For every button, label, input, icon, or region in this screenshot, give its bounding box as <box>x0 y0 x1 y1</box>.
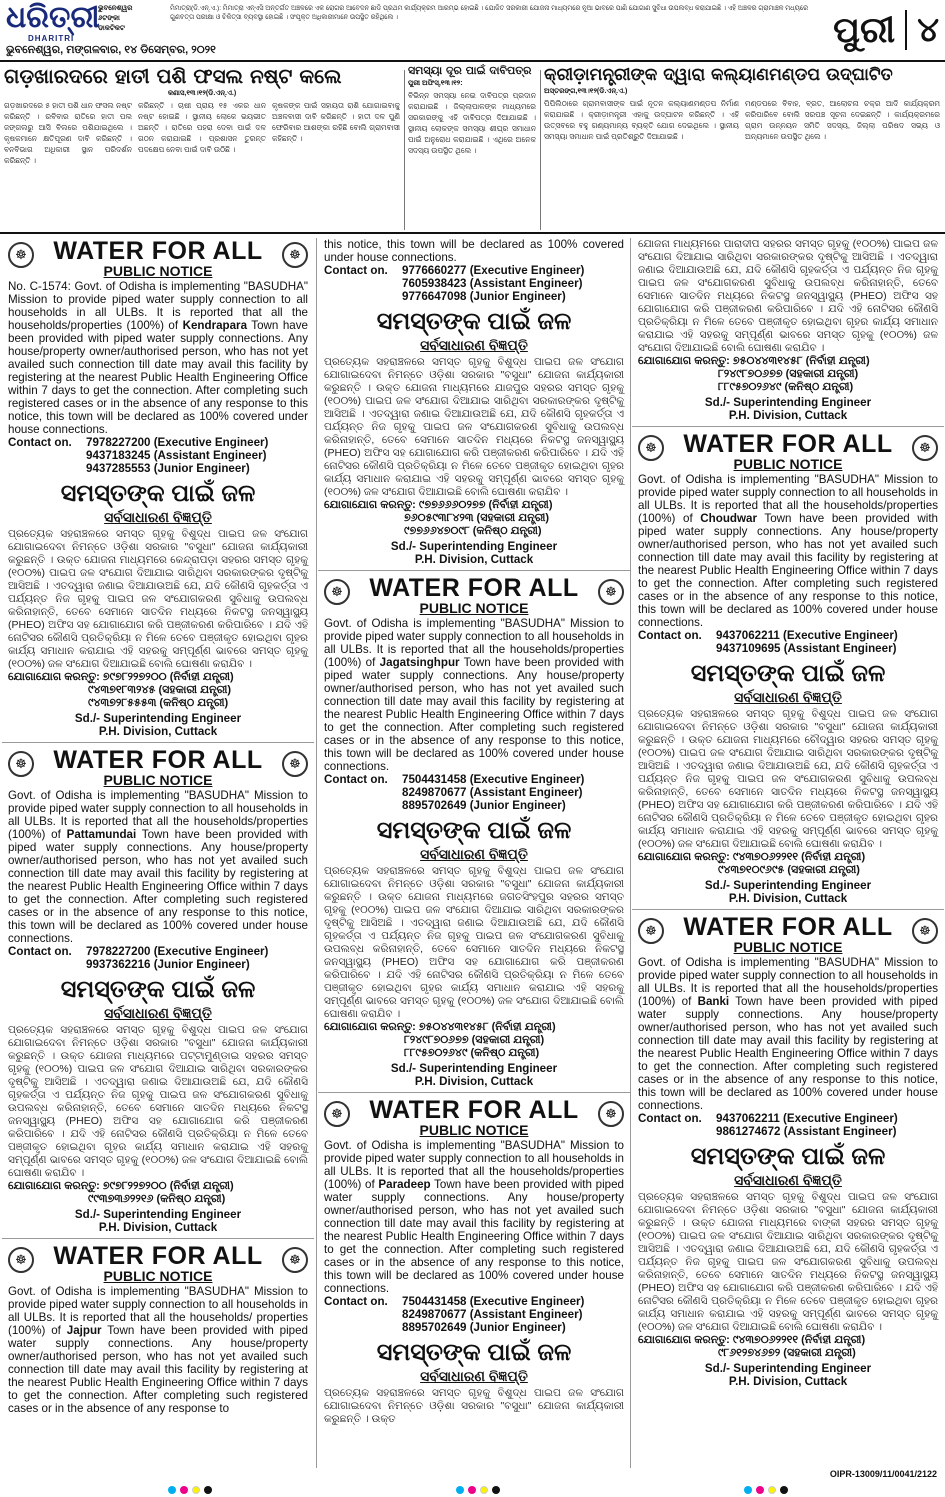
page-tag <box>811 4 939 56</box>
notice-body: Govt. of Odisha is implementing "BASUDHA" Mission to provide piped water supply connection to all households in all ULBs. It is reported that all the households/properties (100%) of Paradeep Town have been provided with piped water supply connections. Any house/property owner/authorised person, who has not yet availed such connection till date may avail this facility by registering at the nearest Public Health Engineering Office within 7 days to get the connection. After completing such registered cases or in the absence of any response to this notice, this town will be declared as 100% covered under house connections. <box>324 1139 624 1295</box>
phone-number: 8895702649 (Junior Engineer) <box>402 1321 566 1334</box>
signature: Sd./- Superintending Engineer P.H. Division, Cuttack <box>74 712 242 738</box>
odia-notice-title: ସମସ୍ତଙ୍କ ପାଇଁ ଜଳ <box>376 817 572 844</box>
odia-notice-subtitle: ସର୍ବସାଧାରଣ ବିଜ୍ଞପ୍ତି <box>420 1368 528 1384</box>
notice-subtitle: PUBLIC NOTICE <box>733 456 843 472</box>
odia-contacts: ଯୋଗାଯୋଗ କରନ୍ତୁ: ୯୪୩୭୦୬୨୨୧୧ (ନିର୍ବାହୀ ଯନ୍ତ୍ରୀ) ୯୪୩୭୧୦୯୬୯୫ (ସହକାରୀ ଯନ୍ତ୍ରୀ) <box>638 851 866 876</box>
public-notice-banki <box>632 914 944 1388</box>
divider <box>540 70 541 230</box>
town-name: Choudwar <box>700 512 757 525</box>
story-headline: କ୍ରୀଡ଼ାମନ୍ତ୍ରୀଙ୍କ ଦ୍ୱାରା କଲ୍ୟାଣମଣ୍ଡପ ଉଦ୍‌ଘାଟିତ <box>544 65 893 85</box>
notice-body: Govt. of Odisha is implementing "BASUDHA" Mission to provide piped water supply connection to all households in all ULBs. It is reported that all the households/ properties (100%) of Jajpur Town have been provided with piped water supply connections. Any house/property owner/authorised person, who has not yet availed such connection till date may avail this facility by registering at the nearest Public Health Engineering Office within 7 days to get the connection. After completing such registered cases or in the absence of any response to <box>8 1285 308 1415</box>
story-text: କରିଛନ୍ତି । ଚାଷୀ ପ୍ରାୟ ୧୫ ଏକର ଧାନ ନଷ୍ଟ ହୋଇଛି । ସ୍ଥାନୀୟ ଲୋକେ ଭୟଭୀତ ଅଛନ୍ତି । ରାତିରେ ପହରା ଦେବା ପାଇଁ ଦଳ ଗଠନ କରାଯାଇଛି । ପ୍ରଶାସନ ତୁରନ୍ତ ପଦକ୍ଷେପ ନେବା ପାଇଁ ଦାବି ଉଠିଛି । <box>138 101 266 154</box>
masthead <box>0 0 945 62</box>
black-dot <box>780 1486 788 1494</box>
odisha-emblem-icon: ☸ <box>324 579 350 605</box>
divider <box>2 1238 314 1239</box>
town-name: Pattamundai <box>66 828 137 841</box>
odia-notice-body: ଯୋଜନା ମାଧ୍ୟମରେ ପାରାଦୀପ ସହରର ସମସ୍ତ ଗୃହକୁ (୧୦୦%) ପାଇପ ଜଳ ସଂଯୋଗ ଦିଆଯାଇ ସାରିଥିବା ସରକାରଙ୍କର ଦୃଷ୍ଟିକୁ ଆସିଅଛି । ଏତଦ୍ୱାରା ଜଣାଇ ଦିଆଯାଉଅଛି ଯେ, ଯଦି କୌଣସି ଗୃହକର୍ତ୍ତା ଏ ପର୍ଯ୍ୟନ୍ତ ନିଜ ଗୃହକୁ ପାଇପ ଜଳ ସଂଯୋଗକରଣ ସୁବିଧାକୁ ଉପଲବ୍ଧ କରିନାହାନ୍ତି, ତେବେ ସେମାନେ ସାତଦିନ ମଧ୍ୟରେ ନିକଟସ୍ଥ ଜନସ୍ୱାସ୍ଥ୍ୟ (PHEO) ଅଫିସ ସହ ଯୋଗାଯୋଗ କରି ପଞ୍ଜୀକରଣ କରିପାରିବେ । ଯଦି ଏହି ନୋଟିସର କୌଣସି ପ୍ରତିକ୍ରିୟା ନ ମିଳେ ତେବେ ପଞ୍ଜୀକୃତ ହୋଇଥିବା ଗୃହର କାର୍ଯ୍ୟ ସମାଧାନ କରାଯାଇ ଏହି ସହରକୁ ସମ୍ପୂର୍ଣ୍ଣ ଭାବରେ ସମସ୍ତ ଗୃହକୁ (୧୦୦%) ଜଳ ସଂଯୋଗ ଦିଆଯାଇଛି ବୋଲି ଘୋଷଣା କରାଯିବ । <box>638 238 938 354</box>
notice-title: WATER FOR ALL <box>53 746 263 774</box>
phone-number: 9437062211 (Executive Engineer) <box>716 1112 898 1125</box>
notice-contacts: Contact on. 7504431458 (Executive Engineer) 8249870677 (Assistant Engineer) 8895702649 (Junior Engineer) <box>324 773 585 812</box>
magenta-dot <box>756 1486 764 1494</box>
phone-number: 7978227200 (Executive Engineer) <box>86 436 269 449</box>
ad-column-1 <box>2 238 314 1415</box>
public-notice-kendrapara <box>2 238 314 738</box>
basudha-logo-icon: ☸ <box>282 242 308 268</box>
print-registration-marks <box>0 1486 945 1496</box>
newspaper-logo: ଧରିତ୍ରୀ DHARITRI <box>6 0 100 43</box>
notice-title: WATER FOR ALL <box>53 237 263 265</box>
phone-number: 9861274672 (Assistant Engineer) <box>716 1125 897 1138</box>
notice-body: Govt. of Odisha is implementing "BASUDHA" Mission to provide piped water supply connection to all households in all ULBs. It is reported that all the households/properties (100%) of Jagatsinghpur Town have been provided with piped water supply connections. Any house/property owner/authorised person, who has not yet availed such connection till date may avail this facility by registering at the nearest Public Health Engineering Office within 7 days to get the connection. After completing such registered cases or in the absence of any response to this notice, this town will be declared as 100% covered under house connections. <box>324 617 624 773</box>
town-name: Jagatsinghpur <box>379 656 460 669</box>
notice-body: No. C-1574: Govt. of Odisha is implementing "BASUDHA" Mission to provide piped water supply connection to all households in all ULBs. It is reported that all the households/properties (100%) of Kendrapara Town have been provided with piped water supply connections. Any house/property owner/authorised person, who has not yet availed such connection till date may avail this facility by registering at the nearest Public Health Engineering Office within 7 days to get the connection. After completing such registered cases or in the absence of any response to this notice, this town will be declared as 100% covered under house connections. <box>8 280 308 436</box>
odisha-emblem-icon: ☸ <box>8 751 34 777</box>
notice-subtitle: PUBLIC NOTICE <box>419 600 529 616</box>
masthead-news-strip: ମିମାତ୍ରା(ଡି.ଏନ୍.ଏ.): ମିମାତ୍ରା ଏନ୍‌ଏସି ଅନ୍ତର୍ଗତ ଅଞ୍ଚଳରେ ଏକ ରୋଗର ଆବେଦନ ଛାଡି ପ୍ରଥମ କାର୍ଯ୍ୟକ୍ରମ ଆରମ୍ଭ ହୋଇଛି । ଯୋଜିତ ସରକାରୀ ଯୋଜନା ମାଧ୍ୟମରେ ନୂଆ ଭାବରେ ପାଣି ଯୋଗାଣ ସୁବିଧା ଉପଲବ୍ଧ କରାଯାଇଛି । ଏହି ଅଞ୍ଚଳର ଗ୍ରାମାଞ୍ଚଳ ମଧ୍ୟରେ ଗୁଣବତ୍ତା ପରୀକ୍ଷା ଓ ଚିକିତ୍ସା ବ୍ୟବସ୍ଥା ହୋଇଛି । ସଂପୃକ୍ତ ଅଧିକାରୀମାନେ ଉପସ୍ଥିତ ରହିଥିଲେ । <box>170 5 809 21</box>
yellow-dot <box>768 1486 776 1494</box>
odisha-emblem-icon: ☸ <box>638 435 664 461</box>
odia-contacts: ଯୋଗାଯୋଗ କରନ୍ତୁ: ୭୯୭୮୨୨୭୨୦୦ (ନିର୍ବାହୀ ଯନ୍ତ୍ରୀ) ୯୪୩୭୧୮୩୨୪୫ (ସହକାରୀ ଯନ୍ତ୍ରୀ) ୯୪୩୭୨୮୫୫୫୩ (କନିଷ୍ଠ ଯନ୍ତ୍ରୀ) <box>8 671 234 709</box>
odia-notice-title: ସମସ୍ତଙ୍କ ପାଇଁ ଜଳ <box>376 1339 572 1366</box>
signature: Sd./- Superintending Engineer P.H. Division, Cuttack <box>74 1208 242 1234</box>
notice-body: this notice, this town will be declared as 100% covered under house connections. <box>324 238 624 264</box>
notice-header <box>2 238 314 280</box>
notice-contacts: Contact on. 9437062211 (Executive Engineer) 9437109695 (Assistant Engineer) <box>638 629 898 655</box>
odia-notice-subtitle: ସର୍ବସାଧାରଣ ବିଜ୍ଞପ୍ତି <box>734 1172 842 1188</box>
notice-header <box>632 914 944 956</box>
story-elephant <box>4 64 400 232</box>
notice-header <box>2 747 314 789</box>
public-notice-paradeep <box>318 1097 630 1426</box>
story-text: ବିଭିନ୍ନ ସମସ୍ୟା ନେଇ ଦାବିପତ୍ର ପ୍ରଦାନ କରାଯାଇଛି । ଜିଲ୍ଲାପାଳଙ୍କ ମାଧ୍ୟମରେ ସରକାରଙ୍କୁ ଏହି ଦାବିପତ୍ର ଦିଆଯାଇଛି । ସ୍ଥାନୀୟ ଲୋକଙ୍କ ସମସ୍ୟା ଶୀଘ୍ର ସମାଧାନ ପାଇଁ ଅନୁରୋଧ କରାଯାଇଛି । ଏଥିରେ ଅନେକ ସଦସ୍ୟ ଉପସ୍ଥିତ ଥିଲେ । <box>408 91 536 155</box>
story-text: କୃଷକଙ୍କ ପାଇଁ ସହାୟତା ରାଶି ଯୋଗାଇବାକୁ ଅଞ୍ଚଳବାସୀ ଦାବି କରିଛନ୍ତି । ହାତୀ ଦଳ ପୁଣି ଫେରିବାର ଆଶଙ୍କା ରହିଛି ବୋଲି ଗ୍ରାମବାସୀ କହିଛନ୍ତି । <box>272 101 400 143</box>
phone-number: 9437285553 (Junior Engineer) <box>86 462 250 475</box>
odia-contacts: ଯୋଗାଯୋଗ କରନ୍ତୁ: ୯୪୩୭୦୬୨୨୧୧ (ନିର୍ବାହୀ ଯନ୍ତ୍ରୀ) ୯୮୬୧୨୭୪୬୭୨ (ସହକାରୀ ଯନ୍ତ୍ରୀ) <box>638 1334 866 1359</box>
story-demands <box>408 64 536 232</box>
phone-number: 9776647098 (Junior Engineer) <box>402 290 566 303</box>
notice-contacts: Contact on. 7978227200 (Executive Engineer) 9437183245 (Assistant Engineer) 9437285553 (Junior Engineer) <box>8 436 269 475</box>
cyan-dot <box>744 1486 752 1494</box>
odia-contacts: ଯୋଗାଯୋଗ କରନ୍ତୁ: ୭୫୦୪୪୩୧୪୫୮ (ନିର୍ବାହୀ ଯନ୍ତ୍ରୀ) ୮୨୪୯୮୭୦୬୭୭ (ସହକାରୀ ଯନ୍ତ୍ରୀ) ୮୮୯୫୭୦୨୬୪୯ (କନିଷ୍ଠ ଯନ୍ତ୍ରୀ) <box>324 1021 556 1059</box>
story-text: ଗଡ଼ଖାରଦରେ ୫ ହାତୀ ପଶି ଧାନ ଫସଲ ନଷ୍ଟ କରିଛନ୍ତି । ରବିବାର ରାତିରେ ହାତୀ ପଲ ଜଙ୍ଗଲରୁ ଆସି ବିଲରେ ପଶିଯାଇଥିଲେ । କୃଷକମାନେ କ୍ଷତିପୂରଣ ଦାବି କରିଛନ୍ତି । ବନବିଭାଗ ଅଧିକାରୀ ସ୍ଥାନ ପରିଦର୍ଶନ କରିଛନ୍ତି । <box>4 101 132 165</box>
basudha-logo-icon: ☸ <box>598 1101 624 1127</box>
odia-notice-title: ସମସ୍ତଙ୍କ ପାଇଁ ଜଳ <box>60 480 256 507</box>
story-text: ପିପିଲିଠାରେ ଗ୍ରାମବାସୀଙ୍କ ପାଇଁ ନୂତନ କଲ୍ୟାଣମଣ୍ଡପ ନିର୍ମାଣ କରାଯାଇଛି । କ୍ରୀଡ଼ାମନ୍ତ୍ରୀ ଏହାକୁ ଉଦ୍‌ଘାଟନ କରିଛନ୍ତି । ଏହି ଉତ୍ସବରେ ବହୁ ଗଣ୍ୟମାନ୍ୟ ବ୍ୟକ୍ତି ଯୋଗ ଦେଇଥିଲେ । ସ୍ଥାନୀୟ ସମସ୍ୟା ସମାଧାନ ପାଇଁ ପ୍ରତିଶ୍ରୁତି ଦିଆଯାଇଛି । <box>544 99 739 141</box>
phone-number: 9776660277 (Executive Engineer) <box>402 264 585 277</box>
notice-contacts: Contact on. 7978227200 (Executive Engineer) 9937362216 (Junior Engineer) <box>8 945 269 971</box>
notice-contacts: Contact on. 9776660277 (Executive Engineer) 7605938423 (Assistant Engineer) 9776647098 (Junior Engineer) <box>324 264 585 303</box>
black-dot <box>492 1486 500 1494</box>
edition-city: ପୁରୀ <box>833 8 896 51</box>
odia-notice-subtitle: ସର୍ବସାଧାରଣ ବିଜ୍ଞପ୍ତି <box>734 689 842 705</box>
divider <box>632 426 944 427</box>
town-name: Kendrapara <box>182 319 248 332</box>
notice-title: WATER FOR ALL <box>369 574 579 602</box>
odia-contacts: ଯୋଗାଯୋଗ କରନ୍ତୁ: ୭୫୦୪୪୩୧୪୫୮ (ନିର୍ବାହୀ ଯନ୍ତ୍ରୀ) ୮୨୪୯୮୭୦୬୭୭ (ସହକାରୀ ଯନ୍ତ୍ରୀ) ୮୮୯୫୭୦୨୬୪୯ (କନିଷ୍ଠ ଯନ୍ତ୍ରୀ) <box>638 355 870 393</box>
odisha-emblem-icon: ☸ <box>8 242 34 268</box>
yellow-dot <box>192 1486 200 1494</box>
public-notice-pattamundai <box>2 747 314 1234</box>
odia-notice-title: ସମସ୍ତଙ୍କ ପାଇଁ ଜଳ <box>60 976 256 1003</box>
odia-contacts: ଯୋଗାଯୋଗ କରନ୍ତୁ: ୯୭୭୬୬୬୦୨୭୭ (ନିର୍ବାହୀ ଯନ୍ତ୍ରୀ) ୭୬୦୫୯୩୮୪୨୩ (ସହକାରୀ ଯନ୍ତ୍ରୀ) ୯୭୭୬୬୪୭୦୯୮ (କନିଷ୍ଠ ଯନ୍ତ୍ରୀ) <box>324 499 553 537</box>
phone-number: 7605938423 (Assistant Engineer) <box>402 277 583 290</box>
town-name: Banki <box>697 995 730 1008</box>
signature: Sd./- Superintending Engineer P.H. Division, Cuttack <box>704 1362 872 1388</box>
notice-subtitle: PUBLIC NOTICE <box>733 939 843 955</box>
phone-number: 8249870677 (Assistant Engineer) <box>402 786 583 799</box>
notice-title: WATER FOR ALL <box>683 913 893 941</box>
odia-notice-body: ପ୍ରତ୍ୟେକ ସହରାଞ୍ଚଳରେ ସମସ୍ତ ଗୃହକୁ ବିଶୁଦ୍ଧ ପାଇପ ଜଳ ସଂଯୋଗ ଯୋଗାଇଦେବା ନିମନ୍ତେ ଓଡ଼ିଶା ସରକାର "ବସୁଧା" ଯୋଜନା କାର୍ଯ୍ୟକାରୀ କରୁଛନ୍ତି । ଉକ୍ତ ଯୋଜନା ମାଧ୍ୟମରେ ଜଗତସିଂହପୁର ସହରର ସମସ୍ତ ଗୃହକୁ (୧୦୦%) ପାଇପ ଜଳ ସଂଯୋଗ ଦିଆଯାଇ ସାରିଥିବା ସରକାରଙ୍କର ଦୃଷ୍ଟିକୁ ଆସିଅଛି । ଏତଦ୍ୱାରା ଜଣାଇ ଦିଆଯାଉଅଛି ଯେ, ଯଦି କୌଣସି ଗୃହକର୍ତ୍ତା ଏ ପର୍ଯ୍ୟନ୍ତ ନିଜ ଗୃହକୁ ପାଇପ ଜଳ ସଂଯୋଗକରଣ ସୁବିଧାକୁ ଉପଲବ୍ଧ କରିନାହାନ୍ତି, ତେବେ ସେମାନେ ସାତଦିନ ମଧ୍ୟରେ ନିକଟସ୍ଥ ଜନସ୍ୱାସ୍ଥ୍ୟ (PHEO) ଅଫିସ ସହ ଯୋଗାଯୋଗ କରି ପଞ୍ଜୀକରଣ କରିପାରିବେ । ଯଦି ଏହି ନୋଟିସର କୌଣସି ପ୍ରତିକ୍ରିୟା ନ ମିଳେ ତେବେ ପଞ୍ଜୀକୃତ ହୋଇଥିବା ଗୃହର କାର୍ଯ୍ୟ ସମାଧାନ କରାଯାଇ ଏହି ସହରକୁ ସମ୍ପୂର୍ଣ୍ଣ ଭାବରେ ସମସ୍ତ ଗୃହକୁ (୧୦୦%) ଜଳ ସଂଯୋଗ ଦିଆଯାଇଛି ବୋଲି ଘୋଷଣା କରାଯିବ । <box>324 865 624 1020</box>
basudha-logo-icon: ☸ <box>282 751 308 777</box>
story-headline: ସମସ୍ୟା ଦୂର ପାଇଁ ଦାବିପତ୍ର <box>408 64 532 77</box>
story-kalyanmandap <box>544 64 940 232</box>
story-dateline: ଅସ୍ତରଙ୍ଗ,୧୩।୧୨(ଡି.ଏନ୍.ଏ.) <box>544 88 628 95</box>
signature: Sd./- Superintending Engineer P.H. Division, Cuttack <box>390 540 558 566</box>
odia-contacts: ଯୋଗାଯୋଗ କରନ୍ତୁ: ୭୯୭୮୨୨୭୨୦୦ (ନିର୍ବାହୀ ଯନ୍ତ୍ରୀ) ୯୯୩୭୩୬୨୨୧୬ (କନିଷ୍ଠ ଯନ୍ତ୍ରୀ) <box>8 1180 234 1205</box>
story-dateline: କଣାସ,୧୩।୧୨(ଡି.ଏନ୍.ଏ.) <box>167 90 237 97</box>
odia-notice-subtitle: ସର୍ବସାଧାରଣ ବିଜ୍ଞପ୍ତି <box>420 846 528 862</box>
notice-header <box>632 431 944 473</box>
odisha-emblem-icon: ☸ <box>324 1101 350 1127</box>
column-rule <box>316 238 317 1468</box>
release-code: OIPR-13009/11/0041/2122 <box>829 1469 937 1479</box>
cyan-dot <box>456 1486 464 1494</box>
story-headline: ଗଡ଼ଖାରଦରେ ହାତୀ ପଶି ଫସଲ ନଷ୍ଟ କଲେ <box>4 64 342 88</box>
public-notice-paradeep-continued <box>632 238 944 422</box>
notice-contacts: Contact on. 9437062211 (Executive Engineer) 9861274672 (Assistant Engineer) <box>638 1112 898 1138</box>
divider <box>905 10 907 50</box>
divider <box>318 1092 630 1093</box>
basudha-logo-icon: ☸ <box>912 435 938 461</box>
odia-notice-title: ସମସ୍ତଙ୍କ ପାଇଁ ଜଳ <box>690 1143 886 1170</box>
ad-column-2 <box>318 238 630 1426</box>
odia-notice-body: ପ୍ରତ୍ୟେକ ସହରାଞ୍ଚଳରେ ସମସ୍ତ ଗୃହକୁ ବିଶୁଦ୍ଧ ପାଇପ ଜଳ ସଂଯୋଗ ଯୋଗାଇଦେବା ନିମନ୍ତେ ଓଡ଼ିଶା ସରକାର "ବସୁଧା" ଯୋଜନା କାର୍ଯ୍ୟକାରୀ କରୁଛନ୍ତି । ଉକ୍ତ ଯୋଜନା ମାଧ୍ୟମରେ କେନ୍ଦ୍ରାପଡ଼ା ସହରର ସମସ୍ତ ଗୃହକୁ (୧୦୦%) ପାଇପ ଜଳ ସଂଯୋଗ ଦିଆଯାଇ ସାରିଥିବା ସରକାରଙ୍କର ଦୃଷ୍ଟିକୁ ଆସିଅଛି । ଏତଦ୍ୱାରା ଜଣାଇ ଦିଆଯାଉଅଛି ଯେ, ଯଦି କୌଣସି ଗୃହକର୍ତ୍ତା ଏ ପର୍ଯ୍ୟନ୍ତ ନିଜ ଗୃହକୁ ପାଇପ ଜଳ ସଂଯୋଗକରଣ ସୁବିଧାକୁ ଉପଲବ୍ଧ କରିନାହାନ୍ତି, ତେବେ ସେମାନେ ସାତଦିନ ମଧ୍ୟରେ ନିକଟସ୍ଥ ଜନସ୍ୱାସ୍ଥ୍ୟ (PHEO) ଅଫିସ ସହ ଯୋଗାଯୋଗ କରି ପଞ୍ଜୀକରଣ କରିପାରିବେ । ଯଦି ଏହି ନୋଟିସର କୌଣସି ପ୍ରତିକ୍ରିୟା ନ ମିଳେ ତେବେ ପଞ୍ଜୀକୃତ ହୋଇଥିବା ଗୃହର କାର୍ଯ୍ୟ ସମାଧାନ କରାଯାଇ ଏହି ସହରକୁ ସମ୍ପୂର୍ଣ୍ଣ ଭାବରେ ସମସ୍ତ ଗୃହକୁ (୧୦୦%) ଜଳ ସଂଯୋଗ ଦିଆଯାଇଛି ବୋଲି ଘୋଷଣା କରାଯିବ । <box>8 528 308 670</box>
odia-notice-subtitle: ସର୍ବସାଧାରଣ ବିଜ୍ଞପ୍ତି <box>420 337 528 353</box>
phone-number: 8895702649 (Junior Engineer) <box>402 799 566 812</box>
odia-notice-title: ସମସ୍ତଙ୍କ ପାଇଁ ଜଳ <box>376 308 572 335</box>
divider <box>2 742 314 743</box>
ad-column-3 <box>632 238 944 1392</box>
odisha-emblem-icon: ☸ <box>8 1247 34 1273</box>
basudha-logo-icon: ☸ <box>912 918 938 944</box>
public-notice-choudwar <box>632 431 944 905</box>
phone-number: 9437183245 (Assistant Engineer) <box>86 449 267 462</box>
divider <box>404 70 405 230</box>
date-line: ଭୁବନେଶ୍ୱର, ମଙ୍ଗଳବାର, ୧୪ ଡିସେମ୍ବର, ୨୦୨୧ <box>6 44 216 56</box>
notice-subtitle: PUBLIC NOTICE <box>103 263 213 279</box>
public-notice-jajpur <box>2 1243 314 1415</box>
basudha-logo-icon: ☸ <box>282 1247 308 1273</box>
notice-body: Govt. of Odisha is implementing "BASUDHA" Mission to provide piped water supply connection to all households in all ULBs. It is reported that all the households/properties (100%) of Banki Town have been provided with piped water supply connections. Any house/property owner/authorised person, who has not yet availed such connection till date may avail this facility by registering at the nearest Public Health Engineering Office within 7 days to get the connection. After completing such registered cases or in the absence of any response to this notice, this town will be declared as 100% covered under house connections. <box>638 956 938 1112</box>
story-text: ମଣ୍ଡପରେ ବିବାହ, ବ୍ରତ, ଆଲୋଚନା ଚକ୍ର ଆଦି କାର୍ଯ୍ୟକ୍ରମ କରିପାରିବେ ବୋଲି ସରପଞ୍ଚ ସୂଚନା ଦେଇଛନ୍ତି । କାର୍ଯ୍ୟକ୍ରମରେ ଗ୍ରାମ ଉନ୍ନୟନ ସମିତି ସଦସ୍ୟ, ଜିଲ୍ଲା ପରିଷଦ ସଭ୍ୟ ଓ ଅନ୍ୟମାନେ ଉପସ୍ଥିତ ଥିଲେ । <box>745 99 940 141</box>
black-dot <box>204 1486 212 1494</box>
notice-title: WATER FOR ALL <box>683 430 893 458</box>
notice-subtitle: PUBLIC NOTICE <box>419 1122 529 1138</box>
phone-number: 7978227200 (Executive Engineer) <box>86 945 269 958</box>
divider <box>318 570 630 571</box>
public-notice-jajpur-continued <box>318 238 630 566</box>
phone-number: 9437109695 (Assistant Engineer) <box>716 642 897 655</box>
signature: Sd./- Superintending Engineer P.H. Division, Cuttack <box>704 879 872 905</box>
masthead-meta: ଭୁବନେଶ୍ୱର ୬ଟଙ୍କା ଡାକଟିକଟ <box>98 5 133 32</box>
notice-title: WATER FOR ALL <box>53 1242 263 1270</box>
odisha-emblem-icon: ☸ <box>638 918 664 944</box>
odia-notice-subtitle: ସର୍ବସାଧାରଣ ବିଜ୍ଞପ୍ତି <box>104 1005 212 1021</box>
notice-body: Govt. of Odisha is implementing "BASUDHA" Mission to provide piped water supply connection to all households in all ULBs. It is reported that all the households/properties (100%) of Pattamundai Town have been provided with piped water supply connections. Any house/property owner/authorised person, who has not yet availed such connection till date may avail this facility by registering at the nearest Public Health Engineering Office within 7 days to get the connection. After completing such registered cases or in the absence of any response to this notice, this town will be declared as 100% covered under house connections. <box>8 789 308 945</box>
cyan-dot <box>168 1486 176 1494</box>
page-number: ୪ <box>917 10 939 50</box>
magenta-dot <box>468 1486 476 1494</box>
odia-notice-body: ପ୍ରତ୍ୟେକ ସହରାଞ୍ଚଳରେ ସମସ୍ତ ଗୃହକୁ ବିଶୁଦ୍ଧ ପାଇପ ଜଳ ସଂଯୋଗ ଯୋଗାଇଦେବା ନିମନ୍ତେ ଓଡ଼ିଶା ସରକାର "ବସୁଧା" ଯୋଜନା କାର୍ଯ୍ୟକାରୀ କରୁଛନ୍ତି । ଉକ୍ତ ଯୋଜନା ମାଧ୍ୟମରେ ପଟ୍ଟାମୁଣ୍ଡାଇ ସହରର ସମସ୍ତ ଗୃହକୁ (୧୦୦%) ପାଇପ ଜଳ ସଂଯୋଗ ଦିଆଯାଇ ସାରିଥିବା ସରକାରଙ୍କର ଦୃଷ୍ଟିକୁ ଆସିଅଛି । ଏତଦ୍ୱାରା ଜଣାଇ ଦିଆଯାଉଅଛି ଯେ, ଯଦି କୌଣସି ଗୃହକର୍ତ୍ତା ଏ ପର୍ଯ୍ୟନ୍ତ ନିଜ ଗୃହକୁ ପାଇପ ଜଳ ସଂଯୋଗକରଣ ସୁବିଧାକୁ ଉପଲବ୍ଧ କରିନାହାନ୍ତି, ତେବେ ସେମାନେ ସାତଦିନ ମଧ୍ୟରେ ନିକଟସ୍ଥ ଜନସ୍ୱାସ୍ଥ୍ୟ (PHEO) ଅଫିସ ସହ ଯୋଗାଯୋଗ କରି ପଞ୍ଜୀକରଣ କରିପାରିବେ । ଯଦି ଏହି ନୋଟିସର କୌଣସି ପ୍ରତିକ୍ରିୟା ନ ମିଳେ ତେବେ ପଞ୍ଜୀକୃତ ହୋଇଥିବା ଗୃହର କାର୍ଯ୍ୟ ସମାଧାନ କରାଯାଇ ଏହି ସହରକୁ ସମ୍ପୂର୍ଣ୍ଣ ଭାବରେ ସମସ୍ତ ଗୃହକୁ (୧୦୦%) ଜଳ ସଂଯୋଗ ଦିଆଯାଇଛି ବୋଲି ଘୋଷଣା କରାଯିବ । <box>8 1024 308 1179</box>
town-name: Paradeep <box>378 1178 431 1191</box>
phone-number: 8249870677 (Assistant Engineer) <box>402 1308 583 1321</box>
notice-subtitle: PUBLIC NOTICE <box>103 772 213 788</box>
news-row <box>0 64 945 234</box>
phone-number: 9937362216 (Junior Engineer) <box>86 958 250 971</box>
signature: Sd./- Superintending Engineer P.H. Division, Cuttack <box>390 1062 558 1088</box>
notice-header <box>318 575 630 617</box>
odia-notice-subtitle: ସର୍ବସାଧାରଣ ବିଜ୍ଞପ୍ତି <box>104 509 212 525</box>
notice-subtitle: PUBLIC NOTICE <box>103 1268 213 1284</box>
odia-notice-body: ପ୍ରତ୍ୟେକ ସହରାଞ୍ଚଳରେ ସମସ୍ତ ଗୃହକୁ ବିଶୁଦ୍ଧ ପାଇପ ଜଳ ସଂଯୋଗ ଯୋଗାଇଦେବା ନିମନ୍ତେ ଓଡ଼ିଶା ସରକାର "ବସୁଧା" ଯୋଜନା କାର୍ଯ୍ୟକାରୀ କରୁଛନ୍ତି । ଉକ୍ତ ଯୋଜନା ମାଧ୍ୟମରେ ଯାଜପୁର ସହରର ସମସ୍ତ ଗୃହକୁ (୧୦୦%) ପାଇପ ଜଳ ସଂଯୋଗ ଦିଆଯାଇ ସାରିଥିବା ସରକାରଙ୍କର ଦୃଷ୍ଟିକୁ ଆସିଅଛି । ଏତଦ୍ୱାରା ଜଣାଇ ଦିଆଯାଉଅଛି ଯେ, ଯଦି କୌଣସି ଗୃହକର୍ତ୍ତା ଏ ପର୍ଯ୍ୟନ୍ତ ନିଜ ଗୃହକୁ ପାଇପ ଜଳ ସଂଯୋଗକରଣ ସୁବିଧାକୁ ଉପଲବ୍ଧ କରିନାହାନ୍ତି, ତେବେ ସେମାନେ ସାତଦିନ ମଧ୍ୟରେ ନିକଟସ୍ଥ ଜନସ୍ୱାସ୍ଥ୍ୟ (PHEO) ଅଫିସ ସହ ଯୋଗାଯୋଗ କରି ପଞ୍ଜୀକରଣ କରିପାରିବେ । ଯଦି ଏହି ନୋଟିସର କୌଣସି ପ୍ରତିକ୍ରିୟା ନ ମିଳେ ତେବେ ପଞ୍ଜୀକୃତ ହୋଇଥିବା ଗୃହର କାର୍ଯ୍ୟ ସମାଧାନ କରାଯାଇ ଏହି ସହରକୁ ସମ୍ପୂର୍ଣ୍ଣ ଭାବରେ ସମସ୍ତ ଗୃହକୁ (୧୦୦%) ଜଳ ସଂଯୋଗ ଦିଆଯାଇଛି ବୋଲି ଘୋଷଣା କରାଯିବ । <box>324 356 624 498</box>
notice-header <box>318 1097 630 1139</box>
odia-notice-body: ପ୍ରତ୍ୟେକ ସହରାଞ୍ଚଳରେ ସମସ୍ତ ଗୃହକୁ ବିଶୁଦ୍ଧ ପାଇପ ଜଳ ସଂଯୋଗ ଯୋଗାଇଦେବା ନିମନ୍ତେ ଓଡ଼ିଶା ସରକାର "ବସୁଧା" ଯୋଜନା କାର୍ଯ୍ୟକାରୀ କରୁଛନ୍ତି । ଉକ୍ତ ଯୋଜନା ମାଧ୍ୟମରେ ଚୌଦ୍ୱାର ସହରର ସମସ୍ତ ଗୃହକୁ (୧୦୦%) ପାଇପ ଜଳ ସଂଯୋଗ ଦିଆଯାଇ ସାରିଥିବା ସରକାରଙ୍କର ଦୃଷ୍ଟିକୁ ଆସିଅଛି । ଏତଦ୍ୱାରା ଜଣାଇ ଦିଆଯାଉଅଛି ଯେ, ଯଦି କୌଣସି ଗୃହକର୍ତ୍ତା ଏ ପର୍ଯ୍ୟନ୍ତ ନିଜ ଗୃହକୁ ପାଇପ ଜଳ ସଂଯୋଗକରଣ ସୁବିଧାକୁ ଉପଲବ୍ଧ କରିନାହାନ୍ତି, ତେବେ ସେମାନେ ସାତଦିନ ମଧ୍ୟରେ ନିକଟସ୍ଥ ଜନସ୍ୱାସ୍ଥ୍ୟ (PHEO) ଅଫିସ ସହ ଯୋଗାଯୋଗ କରି ପଞ୍ଜୀକରଣ କରିପାରିବେ । ଯଦି ଏହି ନୋଟିସର କୌଣସି ପ୍ରତିକ୍ରିୟା ନ ମିଳେ ତେବେ ପଞ୍ଜୀକୃତ ହୋଇଥିବା ଗୃହର କାର୍ଯ୍ୟ ସମାଧାନ କରାଯାଇ ଏହି ସହରକୁ ସମ୍ପୂର୍ଣ୍ଣ ଭାବରେ ସମସ୍ତ ଗୃହକୁ (୧୦୦%) ଜଳ ସଂଯୋଗ ଦିଆଯାଇଛି ବୋଲି ଘୋଷଣା କରାଯିବ । <box>638 708 938 850</box>
signature: Sd./- Superintending Engineer P.H. Division, Cuttack <box>704 396 872 422</box>
yellow-dot <box>480 1486 488 1494</box>
notice-body: Govt. of Odisha is implementing "BASUDHA" Mission to provide piped water supply connection to all households in all ULBs. It is reported that all the households/properties (100%) of Choudwar Town have been provided with piped water supply connections. Any house/property owner/authorised person, who has not yet availed such connection till date may avail this facility by registering at the nearest Public Health Engineering Office within 7 days to get the connection. After completing such registered cases or in the absence of any response to this notice, this town will be declared as 100% covered under house connections. <box>638 473 938 629</box>
notice-header <box>2 1243 314 1285</box>
public-notice-jagatsinghpur <box>318 575 630 1088</box>
odia-notice-body: ପ୍ରତ୍ୟେକ ସହରାଞ୍ଚଳରେ ସମସ୍ତ ଗୃହକୁ ବିଶୁଦ୍ଧ ପାଇପ ଜଳ ସଂଯୋଗ ଯୋଗାଇଦେବା ନିମନ୍ତେ ଓଡ଼ିଶା ସରକାର "ବସୁଧା" ଯୋଜନା କାର୍ଯ୍ୟକାରୀ କରୁଛନ୍ତି । ଉକ୍ତ ଯୋଜନା ମାଧ୍ୟମରେ ବାଙ୍କୀ ସହରର ସମସ୍ତ ଗୃହକୁ (୧୦୦%) ପାଇପ ଜଳ ସଂଯୋଗ ଦିଆଯାଇ ସାରିଥିବା ସରକାରଙ୍କର ଦୃଷ୍ଟିକୁ ଆସିଅଛି । ଏତଦ୍ୱାରା ଜଣାଇ ଦିଆଯାଉଅଛି ଯେ, ଯଦି କୌଣସି ଗୃହକର୍ତ୍ତା ଏ ପର୍ଯ୍ୟନ୍ତ ନିଜ ଗୃହକୁ ପାଇପ ଜଳ ସଂଯୋଗକରଣ ସୁବିଧାକୁ ଉପଲବ୍ଧ କରିନାହାନ୍ତି, ତେବେ ସେମାନେ ସାତଦିନ ମଧ୍ୟରେ ନିକଟସ୍ଥ ଜନସ୍ୱାସ୍ଥ୍ୟ (PHEO) ଅଫିସ ସହ ଯୋଗାଯୋଗ କରି ପଞ୍ଜୀକରଣ କରିପାରିବେ । ଯଦି ଏହି ନୋଟିସର କୌଣସି ପ୍ରତିକ୍ରିୟା ନ ମିଳେ ତେବେ ପଞ୍ଜୀକୃତ ହୋଇଥିବା ଗୃହର କାର୍ଯ୍ୟ ସମାଧାନ କରାଯାଇ ଏହି ସହରକୁ ସମ୍ପୂର୍ଣ୍ଣ ଭାବରେ ସମସ୍ତ ଗୃହକୁ (୧୦୦%) ଜଳ ସଂଯୋଗ ଦିଆଯାଇଛି ବୋଲି ଘୋଷଣା କରାଯିବ । <box>638 1191 938 1333</box>
column-rule <box>630 238 631 1468</box>
phone-number: 7504431458 (Executive Engineer) <box>402 1295 585 1308</box>
magenta-dot <box>180 1486 188 1494</box>
notice-contacts: Contact on. 7504431458 (Executive Engineer) 8249870677 (Assistant Engineer) 8895702649 (Junior Engineer) <box>324 1295 585 1334</box>
basudha-logo-icon: ☸ <box>598 579 624 605</box>
odia-notice-body: ପ୍ରତ୍ୟେକ ସହରାଞ୍ଚଳରେ ସମସ୍ତ ଗୃହକୁ ବିଶୁଦ୍ଧ ପାଇପ ଜଳ ସଂଯୋଗ ଯୋଗାଇଦେବା ନିମନ୍ତେ ଓଡ଼ିଶା ସରକାର "ବସୁଧା" ଯୋଜନା କାର୍ଯ୍ୟକାରୀ କରୁଛନ୍ତି । ଉକ୍ତ <box>324 1387 624 1425</box>
divider <box>632 909 944 910</box>
odia-notice-title: ସମସ୍ତଙ୍କ ପାଇଁ ଜଳ <box>690 660 886 687</box>
phone-number: 7504431458 (Executive Engineer) <box>402 773 585 786</box>
story-dateline: ପୁରୀ ଅଫିସ୍,୧୩।୧୨: <box>408 80 463 87</box>
phone-number: 9437062211 (Executive Engineer) <box>716 629 898 642</box>
town-name: Jajpur <box>66 1324 102 1337</box>
notice-title: WATER FOR ALL <box>369 1096 579 1124</box>
